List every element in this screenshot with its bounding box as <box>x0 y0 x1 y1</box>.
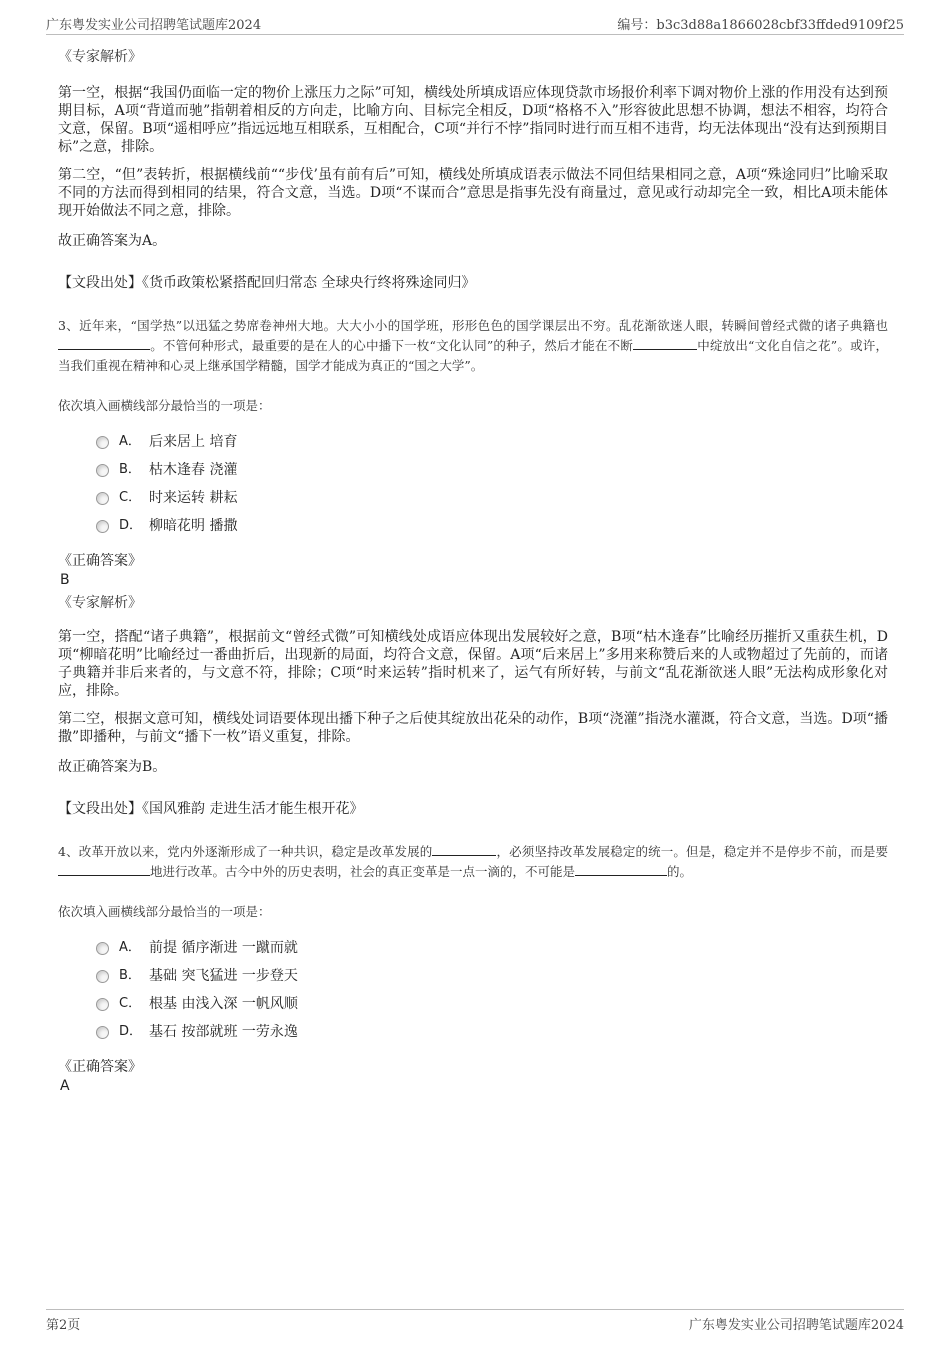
analysis-paragraph: 第二空，“但”表转折，根据横线前““步伐’虽有前有后”可知，横线处所填成语表示做法不同但结果相同之意，A项“殊途同归”比喻采取不同的方法而得到相同的结果，符合文意，当选。D项“不谋而合”意思是指事先没有商量过，意见或行动却完全一致，相比A项未能体现开始做法不同之意，排除。 <box>58 167 888 219</box>
radio-button-icon[interactable] <box>96 942 109 955</box>
radio-button-icon[interactable] <box>96 464 109 477</box>
option-b[interactable]: B． 枯木逢春 浇灌 <box>96 456 888 484</box>
option-b[interactable]: B． 基础 突飞猛进 一步登天 <box>96 962 888 990</box>
option-a[interactable]: A． 后来居上 培育 <box>96 428 888 456</box>
analysis-paragraph: 第一空，搭配“诸子典籍”，根据前文“曾经式微”可知横线处成语应体现出发展较好之意，B项“枯木逢春”比喻经历摧折又重获生机，D项“柳暗花明”比喻经过一番曲折后，出现新的局面，均符合文意，保留。A项“后来居上”多用来称赞后来的人或物超过了先前的，而诸子典籍并非后来者的，与文意不符，排除；C项“时来运转”指时机来了，运气有所好转，与前文“乱花渐欲迷人眼”无法构成形象化对应，排除。 <box>58 629 888 699</box>
expert-analysis-tag: 《专家解析》 <box>58 595 142 611</box>
option-d[interactable]: D． 柳暗花明 播撒 <box>96 512 888 540</box>
radio-button-icon[interactable] <box>96 1026 109 1039</box>
source-citation: 【文段出处】《货币政策松紧搭配回归常态 全球央行终将殊途同归》 <box>58 275 476 291</box>
correct-answer: A <box>60 1078 70 1094</box>
page-footer <box>46 1309 904 1336</box>
radio-button-icon[interactable] <box>96 436 109 449</box>
radio-button-icon[interactable] <box>96 998 109 1011</box>
option-c[interactable]: C． 根基 由浅入深 一帆风顺 <box>96 990 888 1018</box>
fill-blank <box>432 843 496 856</box>
correct-answer-tag: 《正确答案》 <box>58 1059 142 1075</box>
fill-blank <box>58 337 150 350</box>
options-list <box>96 428 888 540</box>
answer-statement: 故正确答案为B。 <box>58 759 167 775</box>
radio-button-icon[interactable] <box>96 520 109 533</box>
header-doc-id: 编号：b3c3d88a1866028cbf33ffded9109f25 <box>617 18 904 33</box>
option-d[interactable]: D． 基石 按部就班 一劳永逸 <box>96 1018 888 1046</box>
question-4-text: 4、改革开放以来，党内外逐渐形成了一种共识，稳定是改革发展的 ，必须坚持改革发展稳定的统一。但是，稳定并不是停步不前，而是要地进行改革。古今中外的历史表明，社会的真正变革是一点一滴的，不可能是 的。 <box>58 844 888 879</box>
question-instruction: 依次填入画横线部分最恰当的一项是： <box>58 904 271 919</box>
page-number: 第2页 <box>46 1318 81 1333</box>
footer-title: 广东粤发实业公司招聘笔试题库2024 <box>688 1318 904 1333</box>
page-header <box>46 14 904 35</box>
radio-button-icon[interactable] <box>96 970 109 983</box>
source-citation: 【文段出处】《国风雅韵 走进生活才能生根开花》 <box>58 801 364 817</box>
option-c[interactable]: C． 时来运转 耕耘 <box>96 484 888 512</box>
question-instruction: 依次填入画横线部分最恰当的一项是： <box>58 398 271 413</box>
analysis-paragraph: 第二空，根据文意可知，横线处词语要体现出播下种子之后使其绽放出花朵的动作，B项“浇灌”指浇水灌溉，符合文意，当选。D项“播撒”即播种，与前文“播下一枚”语义重复，排除。 <box>58 711 888 745</box>
header-title: 广东粤发实业公司招聘笔试题库2024 <box>46 18 262 33</box>
analysis-paragraph: 第一空，根据“我国仍面临一定的物价上涨压力之际”可知，横线处所填成语应体现贷款市场报价利率下调对物价上涨的作用没有达到预期目标，A项“背道而驰”指朝着相反的方向走，比喻方向、目标完全相反，D项“格格不入”形容彼此思想不协调，想法不相容，均符合文意，保留。B项“遥相呼应”指远远地互相联系，互相配合，C项“并行不悖”指同时进行而互相不违背，均无法体现出“没有达到预期目标”之意，排除。 <box>58 85 888 155</box>
fill-blank <box>633 337 697 350</box>
expert-analysis-tag: 《专家解析》 <box>58 49 142 65</box>
question-3-text: 3、近年来，“国学热”以迅猛之势席卷神州大地。大大小小的国学班，形形色色的国学课层出不穷。乱花渐欲迷人眼，转瞬间曾经式微的诸子典籍也。不管何种形式，最重要的是在人的心中播下一枚“文化认同”的种子，然后才能在不断 中绽放出“文化自信之花”。或许，当我们重视在精神和心灵上继承国学精髓，国学才能成为真正的“国之大学”。 <box>58 318 888 373</box>
correct-answer-tag: 《正确答案》 <box>58 553 142 569</box>
correct-answer: B <box>60 572 70 588</box>
fill-blank <box>575 863 667 876</box>
option-a[interactable]: A． 前提 循序渐进 一蹴而就 <box>96 934 888 962</box>
radio-button-icon[interactable] <box>96 492 109 505</box>
fill-blank <box>58 863 150 876</box>
options-list <box>96 934 888 1046</box>
answer-statement: 故正确答案为A。 <box>58 233 167 249</box>
page-content <box>58 46 888 1098</box>
